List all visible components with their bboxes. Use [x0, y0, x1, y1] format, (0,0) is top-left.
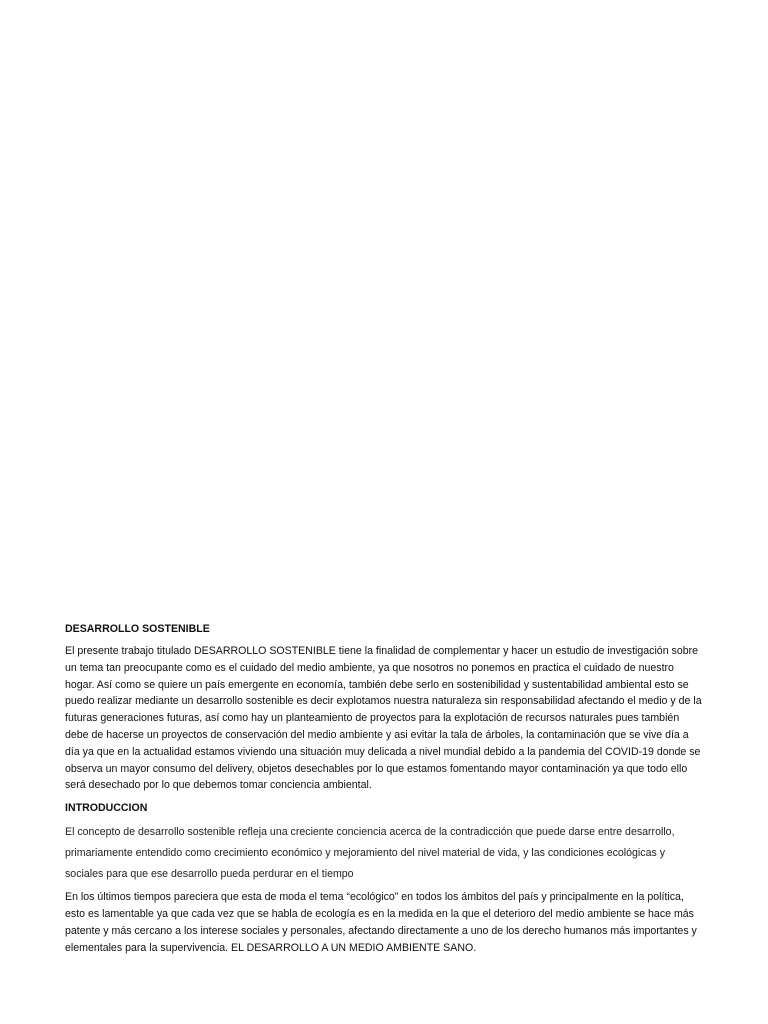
document-body [65, 621, 705, 962]
section-heading-desarrollo-sostenible: DESARROLLO SOSTENIBLE [65, 623, 210, 635]
paragraph-presentacion: El presente trabajo titulado DESARROLLO SOSTENIBLE tiene la finalidad de complementar y hacer un estudio de investigación sobre un tema tan preocupante como es el cuidado del medio ambiente, ya que nosotros no ponemos en practica el cuidado de nuestro hogar. Así como se quiere un país emergente en economía, también debe serlo en sostenibilidad y sustentabilidad ambiental esto se puedo realizar mediante un desarrollo sostenible es decir explotamos nuestra naturaleza sin responsabilidad afectando el medio y de la futuras generaciones futuras, así como hay un planteamiento de proyectos para la explotación de recursos naturales pues también debe de hacerse un proyectos de conservación del medio ambiente y asi evitar la tala de árboles, la contaminación que se vive día a día ya que en la actualidad estamos viviendo una situación muy delicada a nivel mundial debido a la pandemia del COVID-19 donde se observa un mayor consumo del delivery, objetos desechables por lo que estamos fomentando mayor contaminación ya que todo ello será desechado por lo que debemos tomar conciencia ambiental. [65, 645, 702, 792]
paragraph-ultimos-tiempos: En los últimos tiempos pareciera que esta de moda el tema “ecológico” en todos los ámbitos del país y principalmente en la política, esto es lamentable ya que cada vez que se habla de ecología es en la medida en la que el deterioro del medio ambiente se hace más patente y más cercano a los interese sociales y personales, afectando directamente a uno de los derecho humanos más importantes y elementales para la supervivencia. EL DESARROLLO A UN MEDIO AMBIENTE SANO. [65, 891, 697, 954]
paragraph-concepto: El concepto de desarrollo sostenible refleja una creciente conciencia acerca de la contradicción que puede darse entre desarrollo, primariamente entendido como crecimiento económico y mejoramiento del nivel material de vida, y las condiciones ecológicas y sociales para que ese desarrollo pueda perdurar en el tiempo [65, 826, 675, 881]
section-heading-introduccion: INTRODUCCION [65, 802, 148, 815]
